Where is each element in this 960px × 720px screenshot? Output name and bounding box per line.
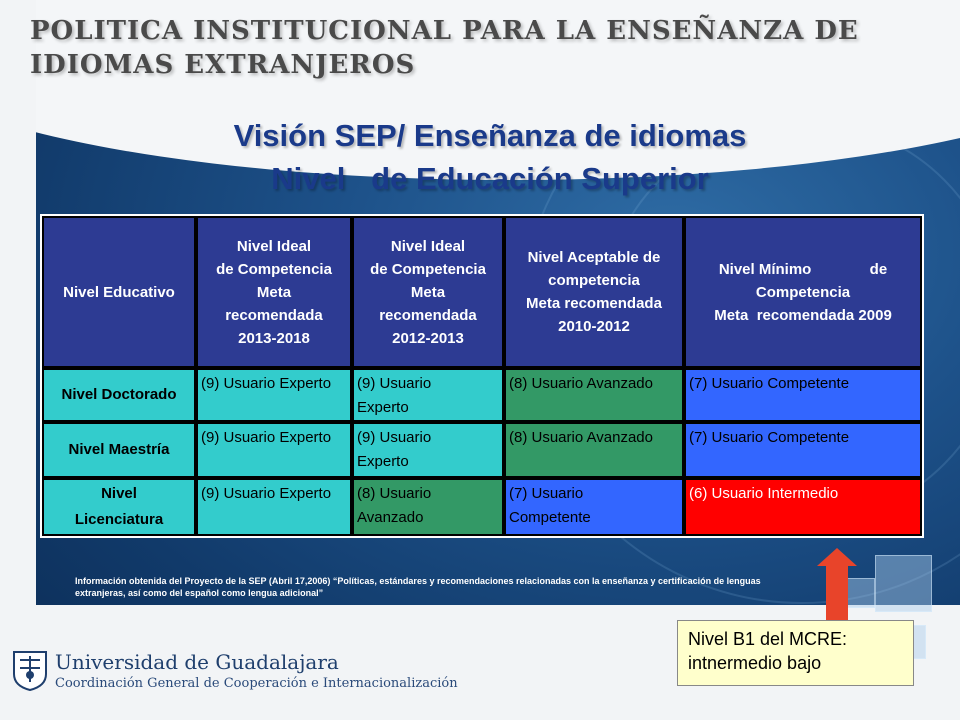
header-title: POLITICA INSTITUCIONAL PARA LA ENSEÑANZA DE IDIOMAS EXTRANJEROS (30, 16, 859, 80)
table-cell: (7) Usuario Competente (684, 422, 922, 478)
decorative-square-small (845, 578, 875, 608)
callout-text: Nivel B1 del MCRE: intnermedio bajo (688, 629, 848, 673)
table-cell: (9) Usuario Experto (352, 368, 504, 422)
university-name: Universidad de Guadalajara (55, 650, 339, 674)
table-cell: (9) Usuario Experto (196, 478, 352, 536)
table-cell: (9) Usuario Experto (196, 368, 352, 422)
subtitle-line-1: Visión SEP/ Enseñanza de idiomas (233, 118, 747, 153)
university-seal-logo (12, 648, 48, 692)
table-header-cell: Nivel Ideal de Competencia Meta recomendada 2013-2018 (196, 216, 352, 368)
table-header-cell: Nivel Mínimo de Competencia Meta recomendada 2009 (684, 216, 922, 368)
table-row-level: Nivel Doctorado (42, 368, 196, 422)
table-cell: (9) Usuario Experto (196, 422, 352, 478)
table-cell: (9) Usuario Experto (352, 422, 504, 478)
table-cell: (8) Usuario Avanzado (352, 478, 504, 536)
decorative-square (875, 555, 932, 612)
table-header-cell: Nivel Ideal de Competencia Meta recomendada 2012-2013 (352, 216, 504, 368)
competency-table (40, 214, 924, 538)
table-cell: (8) Usuario Avanzado (504, 368, 684, 422)
arrow-shaft (826, 562, 848, 622)
table-row-level: Nivel Licenciatura (42, 478, 196, 536)
subtitle-line-2: Nivel de Educación Superior (271, 161, 709, 196)
table-cell-highlight: (6) Usuario Intermedio (684, 478, 922, 536)
table-row-level: Nivel Maestría (42, 422, 196, 478)
table-cell: (7) Usuario Competente (504, 478, 684, 536)
source-footnote: Información obtenida del Proyecto de la SEP (Abril 17,2006) “Políticas, estándares y recomendaciones relacionadas con la enseñanza y certificación de lenguas extranjeras, así como del español como lengua adicional” (75, 576, 761, 598)
left-border (0, 0, 36, 720)
table-header-cell: Nivel Aceptable de competencia Meta recomendada 2010-2012 (504, 216, 684, 368)
table-cell: (7) Usuario Competente (684, 368, 922, 422)
callout-box (677, 620, 914, 686)
table-cell: (8) Usuario Avanzado (504, 422, 684, 478)
table-header-cell: Nivel Educativo (42, 216, 196, 368)
department-name: Coordinación General de Cooperación e Internacionalización (55, 676, 458, 691)
